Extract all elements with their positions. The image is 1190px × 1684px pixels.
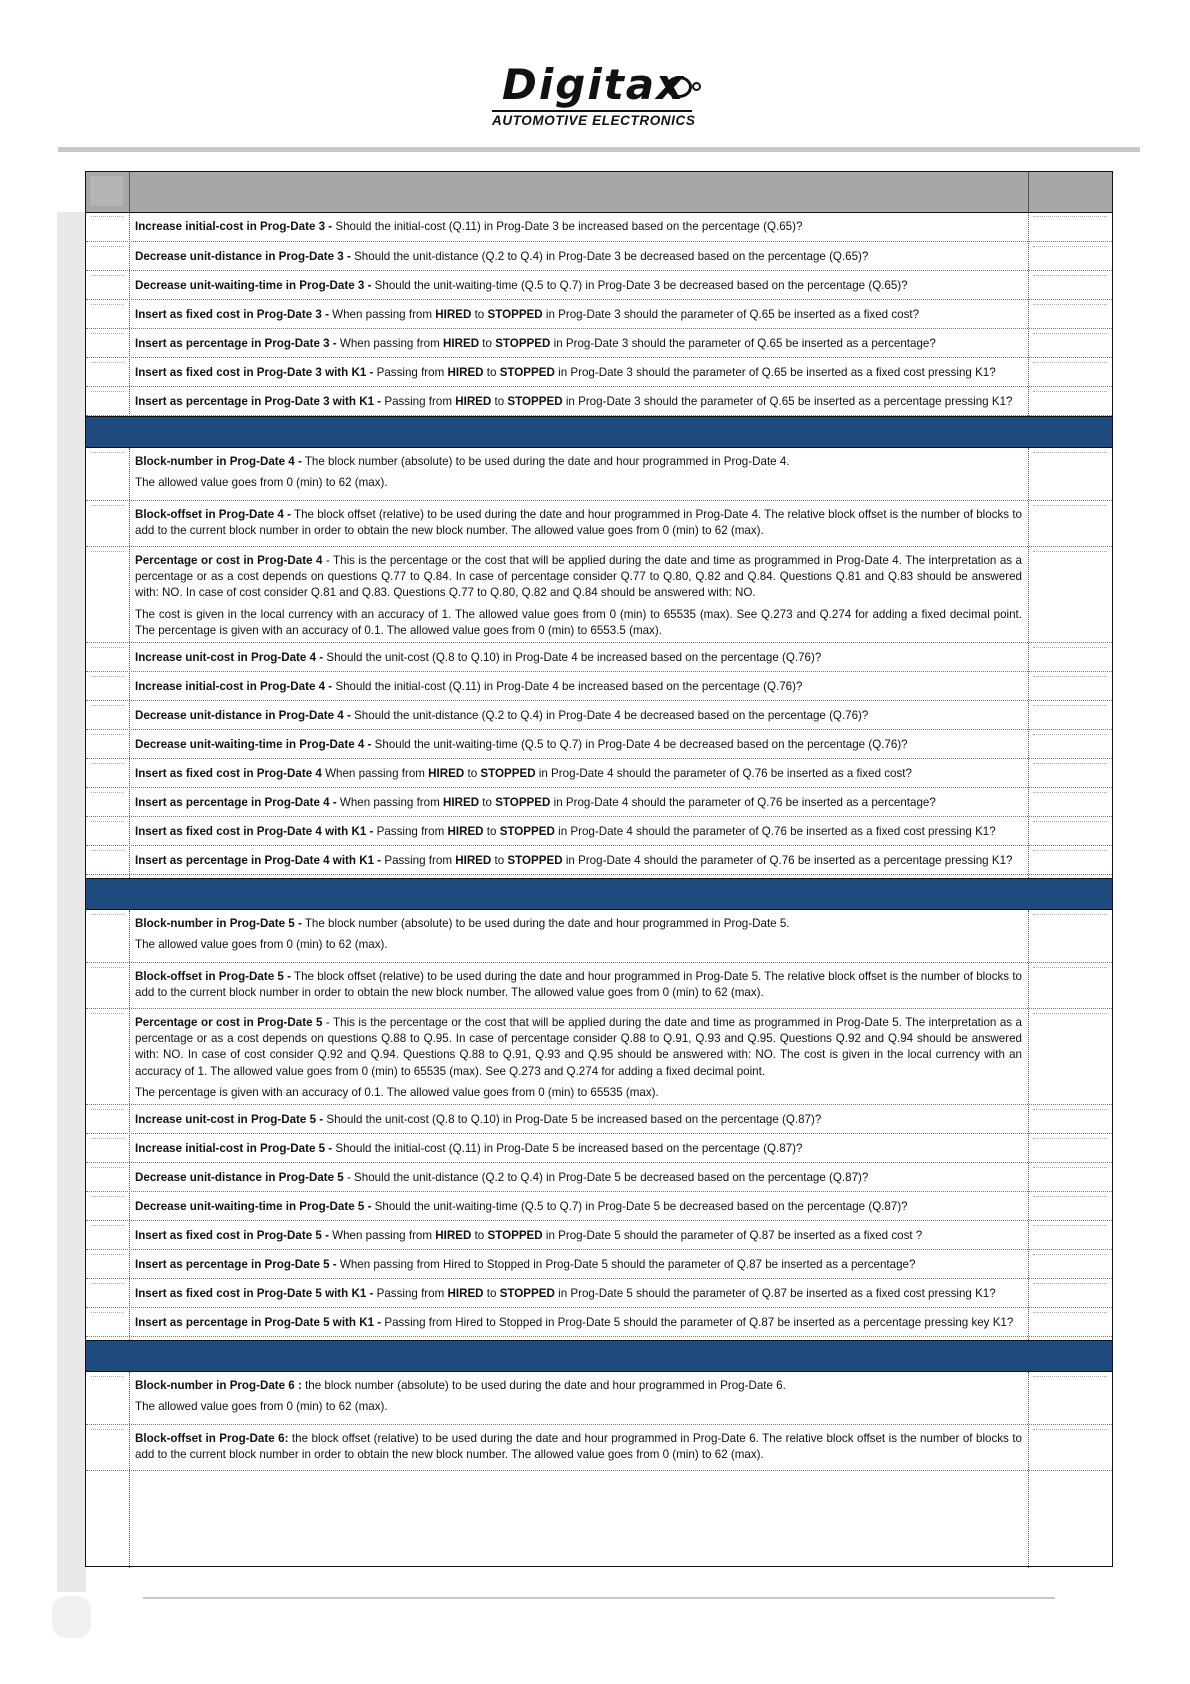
question-body: Passing from: [373, 825, 448, 838]
table-row: [86, 1008, 1112, 1104]
question-body: in Prog-Date 4 should the parameter of Q.76 be inserted as a fixed cost pressing K1?: [554, 825, 996, 838]
question-label: Block-offset in Prog-Date 6:: [135, 1432, 289, 1445]
question-label: Insert as fixed cost in Prog-Date 5 -: [135, 1229, 329, 1242]
question-text: [135, 1015, 1022, 1101]
question-body: Passing from: [381, 395, 456, 408]
question-text: [135, 1170, 1022, 1186]
question-body: in Prog-Date 5 should the parameter of Q.87 be inserted as a fixed cost pressing K1?: [554, 1287, 996, 1300]
row-number-cell: [86, 1429, 129, 1467]
footer-rule: [143, 1597, 1055, 1599]
question-label: STOPPED: [499, 825, 555, 838]
question-label: Block-number in Prog-Date 4 -: [135, 455, 302, 468]
question-text: [135, 1199, 1022, 1215]
question-text: [135, 737, 1022, 753]
question-body: Passing from: [373, 1287, 448, 1300]
row-answer-cell: [1028, 1138, 1112, 1159]
question-label: STOPPED: [495, 796, 551, 809]
question-body: in Prog-Date 4 should the parameter of Q.76 be inserted as a percentage pressing K1?: [562, 854, 1013, 867]
question-label: Increase initial-cost in Prog-Date 4 -: [135, 680, 333, 693]
question-body: - This is the percentage or the cost that will be applied during the date and time as programmed in Prog-Date 5. The interpretation as a percentage or as a cost depends on questions Q.88 to Q.95. In case of percentage consider Q.88 to Q.91, Q.93 and Q.95. Questions Q.92 and Q.94 should be answered with: NO. In case of cost consider Q.92 and Q.94. Questions Q.88 to Q.91, Q.93 and Q.95 should be answered with: NO. The cost is given in the local currency with an accuracy of 1. The allowed value goes from 0 (min) to 65535 (max). See Q.273 and Q.274 for adding a fixed decimal point.: [135, 1016, 1022, 1078]
question-text: [135, 1228, 1022, 1244]
row-answer-cell: [1028, 647, 1112, 668]
question-text: [135, 307, 1022, 323]
question-label: STOPPED: [487, 308, 543, 321]
question-text: [135, 553, 1022, 639]
row-answer-cell: [1028, 1167, 1112, 1188]
question-body: in Prog-Date 4 should the parameter of Q.76 be inserted as a percentage?: [550, 796, 936, 809]
table-row: [86, 845, 1112, 874]
question-label: STOPPED: [487, 1229, 543, 1242]
question-label: Decrease unit-waiting-time in Prog-Date 5 -: [135, 1200, 372, 1213]
row-number-cell: [86, 1167, 129, 1188]
table-row: [86, 270, 1112, 299]
table-row: [86, 729, 1112, 758]
question-body: Passing from Hired to Stopped in Prog-Date 5 should the parameter of Q.87 be inserted as a percentage pressing key K1?: [381, 1316, 1014, 1329]
question-label: Percentage or cost in Prog-Date 5: [135, 1016, 323, 1029]
row-answer-cell: [1028, 1013, 1112, 1101]
question-label: Decrease unit-distance in Prog-Date 5: [135, 1171, 344, 1184]
question-label: Insert as percentage in Prog-Date 3 with K1 -: [135, 395, 382, 408]
question-label: STOPPED: [499, 1287, 555, 1300]
question-body: Should the unit-cost (Q.8 to Q.10) in Prog-Date 4 be increased based on the percentage (Q.76)?: [323, 651, 822, 664]
question-label: Insert as fixed cost in Prog-Date 4 with K1 -: [135, 825, 374, 838]
question-body: to: [483, 366, 500, 379]
row-answer-cell: [1028, 216, 1112, 238]
question-text: [135, 1112, 1022, 1128]
question-body: to: [471, 308, 488, 321]
logo-tagline: AUTOMOTIVE ELECTRONICS: [492, 110, 692, 128]
table-row: [86, 328, 1112, 357]
row-number-cell: [86, 1254, 129, 1275]
question-body: to: [471, 1229, 488, 1242]
question-label: Decrease unit-distance in Prog-Date 4 -: [135, 709, 351, 722]
row-answer-cell: [1028, 914, 1112, 959]
row-answer-cell: [1028, 1312, 1112, 1333]
table-row: [86, 1104, 1112, 1133]
question-body: Should the unit-waiting-time (Q.5 to Q.7) in Prog-Date 4 be decreased based on the percentage (Q.76)?: [371, 738, 908, 751]
question-label: Insert as percentage in Prog-Date 4 with K1 -: [135, 854, 382, 867]
question-label: HIRED: [455, 395, 492, 408]
row-answer-cell: [1028, 246, 1112, 267]
logo-wordmark: Digitax: [502, 60, 686, 109]
row-number-cell: [86, 304, 129, 325]
row-number-cell: [86, 452, 129, 497]
question-text: [135, 219, 1022, 235]
question-label: Increase initial-cost in Prog-Date 5 -: [135, 1142, 333, 1155]
question-body: When passing from Hired to Stopped in Prog-Date 5 should the parameter of Q.87 be inserted as a percentage?: [336, 1258, 916, 1271]
row-number-cell: [86, 734, 129, 755]
question-note: The percentage is given with an accuracy of 0.1. The allowed value goes from 0 (min) to 65535 (max).: [135, 1085, 659, 1099]
section-band: [86, 416, 1112, 448]
table-row: [86, 1249, 1112, 1278]
question-label: Insert as fixed cost in Prog-Date 3 -: [135, 308, 329, 321]
question-text: [135, 336, 1022, 352]
question-body: The block offset (relative) to be used during the date and hour programmed in Prog-Date 5. The relative block offset is the number of blocks to add to the current block number in order to obtain the new block number. The allowed value goes from 0 (min) to 62 (max).: [135, 970, 1023, 1000]
row-answer-cell: [1028, 1254, 1112, 1275]
row-answer-cell: [1028, 1109, 1112, 1130]
table-row: [86, 500, 1112, 546]
header-rule: [58, 147, 1140, 152]
table-row: [86, 962, 1112, 1008]
question-label: Insert as percentage in Prog-Date 5 -: [135, 1258, 337, 1271]
question-body: When passing from: [336, 796, 443, 809]
table-row: [86, 1133, 1112, 1162]
question-label: STOPPED: [507, 854, 563, 867]
table-row: [86, 816, 1112, 845]
table-row: [86, 241, 1112, 270]
question-label: Insert as percentage in Prog-Date 4 -: [135, 796, 337, 809]
row-answer-cell: [1028, 792, 1112, 813]
table-row: [86, 1424, 1112, 1470]
row-answer-cell: [1028, 333, 1112, 354]
question-body: in Prog-Date 5 should the parameter of Q.87 be inserted as a fixed cost ?: [542, 1229, 923, 1242]
row-number-cell: [86, 850, 129, 871]
table-row: [86, 910, 1112, 962]
row-number-cell: [86, 792, 129, 813]
question-body: to: [483, 1287, 500, 1300]
question-body: Should the initial-cost (Q.11) in Prog-Date 3 be increased based on the percentage (Q.65)?: [332, 220, 803, 233]
row-number-cell: [86, 1376, 129, 1421]
question-text: [135, 1286, 1022, 1302]
digitax-logo: [488, 62, 708, 132]
question-label: Block-offset in Prog-Date 4 -: [135, 508, 291, 521]
question-label: HIRED: [447, 366, 484, 379]
row-number-cell: [86, 821, 129, 842]
row-number-cell: [86, 1109, 129, 1130]
row-answer-cell: [1028, 304, 1112, 325]
row-number-cell: [86, 1225, 129, 1246]
question-text: [135, 1315, 1022, 1331]
row-number-cell: [86, 275, 129, 296]
question-body: When passing from: [328, 308, 436, 321]
question-text: [135, 1257, 1022, 1273]
row-number-cell: [86, 551, 129, 639]
question-body: Passing from: [381, 854, 456, 867]
row-number-cell: [86, 676, 129, 697]
question-label: HIRED: [455, 854, 492, 867]
question-body: to: [464, 767, 481, 780]
questions-table: [85, 171, 1113, 1567]
question-body: to: [483, 825, 500, 838]
table-row: [86, 212, 1112, 241]
question-label: HIRED: [443, 337, 480, 350]
row-answer-cell: [1028, 505, 1112, 543]
question-text: [135, 679, 1022, 695]
row-answer-cell: [1028, 1196, 1112, 1217]
question-label: Insert as percentage in Prog-Date 3 -: [135, 337, 337, 350]
row-answer-cell: [1028, 551, 1112, 639]
row-number-cell: [86, 246, 129, 267]
question-note: The cost is given in the local currency with an accuracy of 1. The allowed value goes from 0 (min) to 65535 (max). See Q.273 and Q.274 for adding a fixed decimal point. The percentage is given with an accuracy of 0.1. The allowed value goes from 0 (min) to 6553.5 (max).: [135, 607, 1022, 637]
row-answer-cell: [1028, 1225, 1112, 1246]
row-number-cell: [86, 1196, 129, 1217]
question-note: The allowed value goes from 0 (min) to 62 (max).: [135, 1400, 388, 1414]
question-label: Insert as fixed cost in Prog-Date 3 with K1 -: [135, 366, 374, 379]
question-text: [135, 708, 1022, 724]
question-body: to: [491, 854, 508, 867]
row-answer-cell: [1028, 452, 1112, 497]
question-label: Block-number in Prog-Date 6 :: [135, 1379, 302, 1392]
question-label: Decrease unit-distance in Prog-Date 3 -: [135, 250, 351, 263]
row-number-cell: [86, 1013, 129, 1101]
row-answer-cell: [1028, 676, 1112, 697]
question-label: HIRED: [435, 308, 472, 321]
question-body: Should the initial-cost (Q.11) in Prog-Date 4 be increased based on the percentage (Q.76)?: [332, 680, 803, 693]
row-answer-cell: [1028, 1283, 1112, 1304]
question-body: in Prog-Date 3 should the parameter of Q.65 be inserted as a percentage?: [550, 337, 936, 350]
question-body: Should the unit-waiting-time (Q.5 to Q.7) in Prog-Date 5 be decreased based on the percentage (Q.87)?: [371, 1200, 908, 1213]
question-body: in Prog-Date 3 should the parameter of Q.65 be inserted as a percentage pressing K1?: [562, 395, 1013, 408]
row-number-cell: [86, 1312, 129, 1333]
question-body: The block number (absolute) to be used during the date and hour programmed in Prog-Date 4.: [301, 455, 790, 468]
question-body: When passing from: [336, 337, 443, 350]
question-text: [135, 1141, 1022, 1157]
question-label: HIRED: [443, 796, 480, 809]
question-text: [135, 795, 1022, 811]
logo-ring-icon: [666, 76, 692, 98]
table-row: [86, 357, 1112, 386]
table-row: [86, 758, 1112, 787]
table-row: [86, 1372, 1112, 1424]
row-number-cell: [86, 1283, 129, 1304]
question-label: Block-offset in Prog-Date 5 -: [135, 970, 291, 983]
side-bar: [57, 212, 86, 1592]
question-text: [135, 1431, 1022, 1463]
table-row: [86, 1278, 1112, 1307]
row-number-cell: [86, 1138, 129, 1159]
question-note: The allowed value goes from 0 (min) to 62 (max).: [135, 938, 388, 952]
row-number-cell: [86, 505, 129, 543]
question-text: [135, 824, 1022, 840]
question-body: - Should the unit-distance (Q.2 to Q.4) in Prog-Date 5 be decreased based on the percentage (Q.87)?: [343, 1171, 869, 1184]
row-number-cell: [86, 333, 129, 354]
row-number-cell: [86, 763, 129, 784]
table-row: [86, 299, 1112, 328]
question-label: Increase initial-cost in Prog-Date 3 -: [135, 220, 333, 233]
table-row: [86, 546, 1112, 642]
question-text: [135, 916, 1022, 953]
question-label: HIRED: [435, 1229, 472, 1242]
question-label: HIRED: [447, 825, 484, 838]
side-tab: [52, 1596, 91, 1638]
row-divider: [86, 874, 1112, 875]
question-body: Should the initial-cost (Q.11) in Prog-Date 5 be increased based on the percentage (Q.87)?: [332, 1142, 803, 1155]
question-body: When passing from: [328, 1229, 436, 1242]
question-label: HIRED: [428, 767, 465, 780]
question-label: STOPPED: [480, 767, 536, 780]
row-answer-cell: [1028, 362, 1112, 383]
question-body: The block number (absolute) to be used during the date and hour programmed in Prog-Date 5.: [301, 917, 790, 930]
question-label: Increase unit-cost in Prog-Date 5 -: [135, 1113, 324, 1126]
question-text: [135, 249, 1022, 265]
logo-dot-icon: [692, 82, 701, 91]
question-label: HIRED: [447, 1287, 484, 1300]
question-text: [135, 650, 1022, 666]
row-number-cell: [86, 914, 129, 959]
question-text: [135, 454, 1022, 491]
table-row: [86, 448, 1112, 500]
question-body: the block number (absolute) to be used during the date and hour programmed in Prog-Date 6.: [301, 1379, 786, 1392]
question-label: Insert as fixed cost in Prog-Date 5 with K1 -: [135, 1287, 374, 1300]
question-body: the block offset (relative) to be used during the date and hour programmed in Prog-Date 6. The relative block offset is the number of blocks to add to the current block number in order to obtain the new block number. The allowed value goes from 0 (min) to 62 (max).: [135, 1432, 1022, 1462]
question-label: Percentage or cost in Prog-Date 4: [135, 554, 323, 567]
table-row: [86, 642, 1112, 671]
row-answer-cell: [1028, 734, 1112, 755]
table-row: [86, 1307, 1112, 1336]
table-header: [86, 172, 1112, 213]
question-body: to: [491, 395, 508, 408]
row-divider: [86, 1336, 1112, 1337]
question-body: Passing from: [373, 366, 448, 379]
question-text: [135, 365, 1022, 381]
question-body: Should the unit-distance (Q.2 to Q.4) in Prog-Date 4 be decreased based on the percentage (Q.76)?: [350, 709, 869, 722]
row-number-cell: [86, 216, 129, 238]
question-body: in Prog-Date 4 should the parameter of Q.76 be inserted as a fixed cost?: [535, 767, 912, 780]
question-label: Insert as fixed cost in Prog-Date 4: [135, 767, 322, 780]
question-body: in Prog-Date 3 should the parameter of Q.65 be inserted as a fixed cost pressing K1?: [554, 366, 996, 379]
row-number-cell: [86, 967, 129, 1005]
row-answer-cell: [1028, 1429, 1112, 1467]
table-row: [86, 1191, 1112, 1220]
question-note: The allowed value goes from 0 (min) to 62 (max).: [135, 476, 388, 490]
table-row: [86, 1220, 1112, 1249]
row-answer-cell: [1028, 763, 1112, 784]
row-answer-cell: [1028, 705, 1112, 726]
question-text: [135, 278, 1022, 294]
row-number-cell: [86, 362, 129, 383]
row-number-cell: [86, 391, 129, 412]
section-band: [86, 1340, 1112, 1372]
question-label: STOPPED: [499, 366, 555, 379]
question-body: in Prog-Date 3 should the parameter of Q.65 be inserted as a fixed cost?: [542, 308, 920, 321]
question-body: Should the unit-cost (Q.8 to Q.10) in Prog-Date 5 be increased based on the percentage (Q.87)?: [323, 1113, 822, 1126]
question-label: Increase unit-cost in Prog-Date 4 -: [135, 651, 324, 664]
question-body: - This is the percentage or the cost that will be applied during the date and time as programmed in Prog-Date 4. The interpretation as a percentage or as a cost depends on questions Q.77 to Q.84. In case of percentage consider Q.77 to Q.80, Q.82 and Q.84. Questions Q.81 and Q.83 should be answered with: NO. In case of cost consider Q.81 and Q.83. Questions Q.77 to Q.80, Q.82 and Q.84 should be answered with: NO.: [135, 554, 1022, 600]
question-text: [135, 507, 1022, 539]
question-text: [135, 766, 1022, 782]
row-answer-cell: [1028, 821, 1112, 842]
question-text: [135, 394, 1022, 410]
question-label: Insert as percentage in Prog-Date 5 with K1 -: [135, 1316, 382, 1329]
table-row: [86, 787, 1112, 816]
question-text: [135, 853, 1022, 869]
question-text: [135, 1378, 1022, 1415]
question-label: STOPPED: [507, 395, 563, 408]
question-label: Decrease unit-waiting-time in Prog-Date 3 -: [135, 279, 372, 292]
question-text: [135, 969, 1022, 1001]
row-answer-cell: [1028, 1376, 1112, 1421]
question-label: Decrease unit-waiting-time in Prog-Date 4 -: [135, 738, 372, 751]
row-answer-cell: [1028, 850, 1112, 871]
table-row: [86, 1162, 1112, 1191]
row-number-cell: [86, 647, 129, 668]
row-answer-cell: [1028, 967, 1112, 1005]
row-answer-cell: [1028, 275, 1112, 296]
table-row: [86, 700, 1112, 729]
question-body: to: [479, 337, 496, 350]
row-number-cell: [86, 705, 129, 726]
question-body: Should the unit-distance (Q.2 to Q.4) in Prog-Date 3 be decreased based on the percentage (Q.65)?: [350, 250, 869, 263]
question-body: The block offset (relative) to be used during the date and hour programmed in Prog-Date 4. The relative block offset is the number of blocks to add to the current block number in order to obtain the new block number. The allowed value goes from 0 (min) to 62 (max).: [135, 508, 1023, 538]
question-body: When passing from: [321, 767, 429, 780]
row-divider: [86, 1470, 1112, 1471]
row-answer-cell: [1028, 391, 1112, 412]
question-label: STOPPED: [495, 337, 551, 350]
question-body: Should the unit-waiting-time (Q.5 to Q.7) in Prog-Date 3 be decreased based on the percentage (Q.65)?: [371, 279, 908, 292]
question-body: to: [479, 796, 496, 809]
table-row: [86, 671, 1112, 700]
table-row: [86, 386, 1112, 415]
section-band: [86, 878, 1112, 910]
question-label: Block-number in Prog-Date 5 -: [135, 917, 302, 930]
